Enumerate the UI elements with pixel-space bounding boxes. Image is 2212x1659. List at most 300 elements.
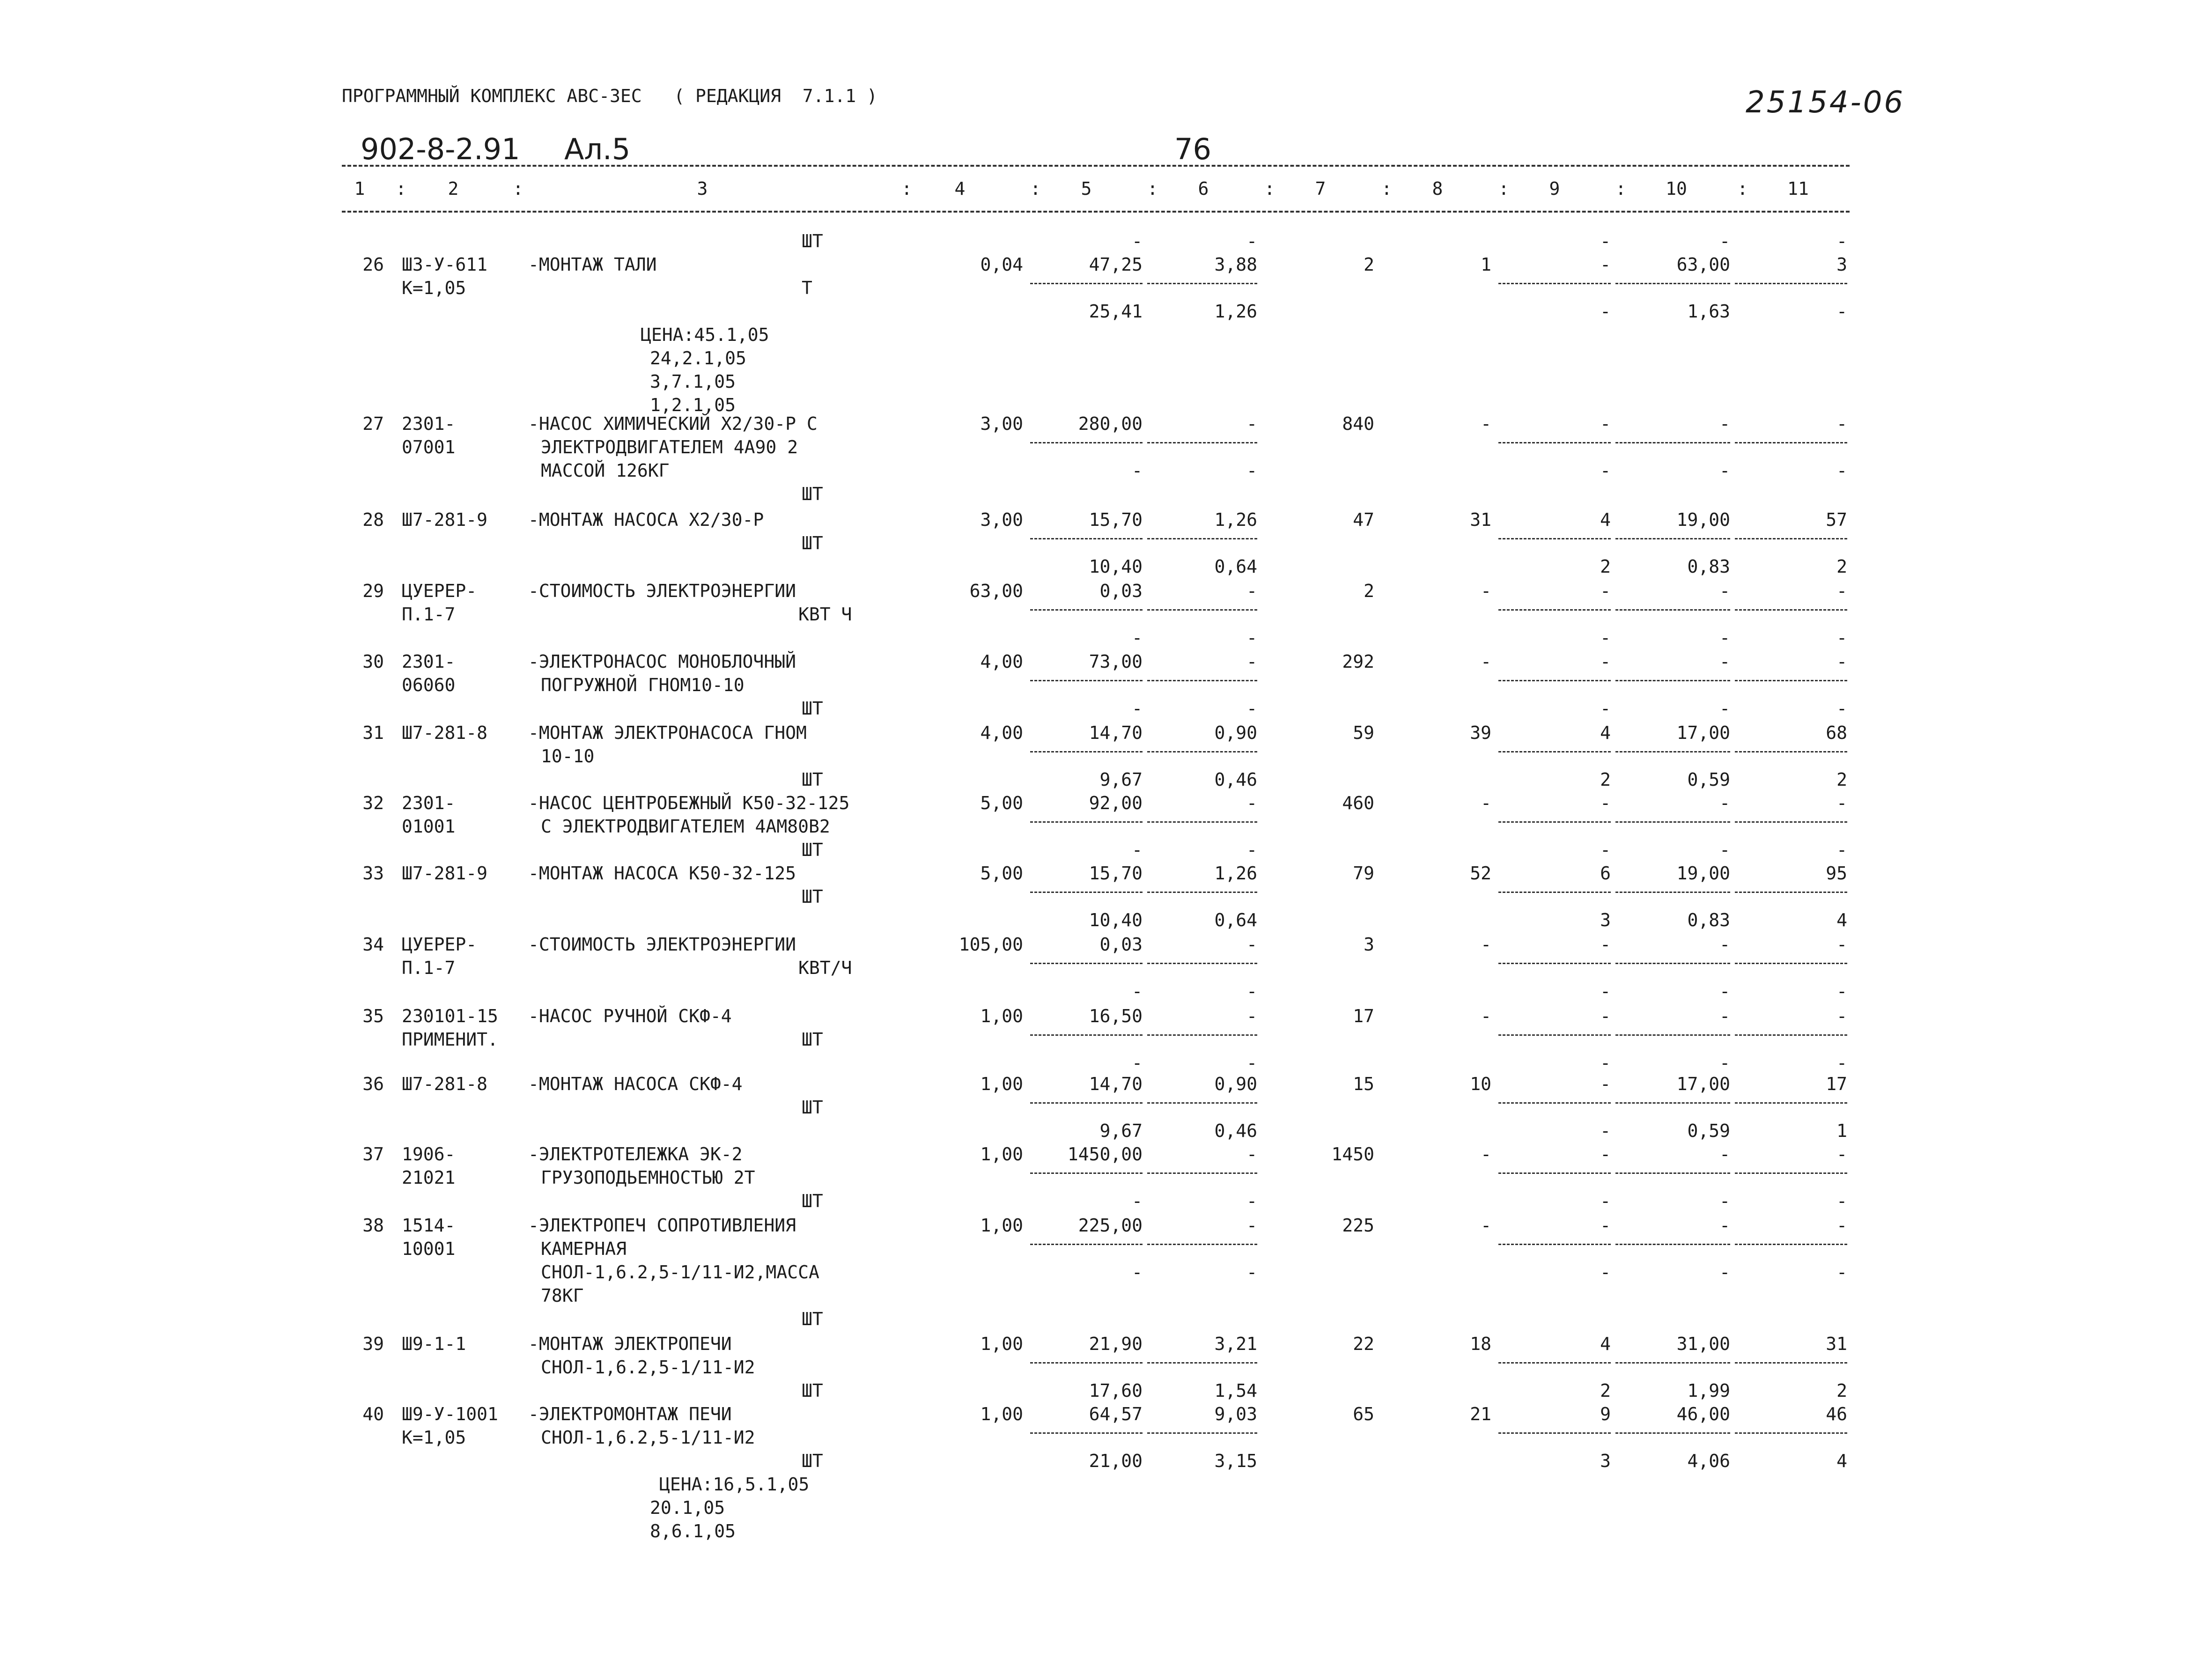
value-separator [1498, 538, 1611, 539]
column-number: 8 [1432, 178, 1443, 199]
value-separator [1615, 1244, 1730, 1245]
unit-label: ШТ [802, 533, 823, 553]
sub-value-b11: - [1836, 840, 1847, 860]
sub-value-b9: - [1600, 301, 1611, 322]
column-separator: : [1615, 178, 1626, 199]
sub-value-b10: - [1719, 460, 1730, 481]
value-c7: 225 [1342, 1215, 1374, 1236]
value-separator [1735, 442, 1847, 443]
value-c10: - [1719, 1006, 1730, 1026]
value-c9: - [1600, 934, 1611, 955]
item-code: К=1,05 [402, 1427, 466, 1448]
price-note: 1,2.1,05 [650, 395, 736, 415]
column-separator: : [396, 178, 406, 199]
sub-value-b9: - [1600, 460, 1611, 481]
sub-value-b11: - [1836, 1053, 1847, 1073]
value-c5: 0,03 [1099, 934, 1143, 955]
value-separator [1615, 1102, 1730, 1104]
unit-label: ШТ [802, 1191, 823, 1211]
value-separator [1030, 609, 1143, 611]
value-separator [1615, 821, 1730, 823]
top-value: - [1600, 231, 1611, 251]
value-c4: 3,00 [980, 509, 1023, 530]
sub-value-b11: 4 [1836, 910, 1847, 930]
value-c6: 1,26 [1214, 509, 1257, 530]
item-description: -СТОИМОСТЬ ЭЛЕКТРОЭНЕРГИИ [528, 581, 796, 601]
item-description: -МОНТАЖ НАСОСА СКФ-4 [528, 1074, 743, 1094]
price-note: ЦЕНА:16,5.1,05 [659, 1474, 810, 1495]
row-number: 29 [362, 581, 384, 601]
value-separator [1147, 1102, 1257, 1104]
value-c10: 63,00 [1676, 254, 1730, 275]
value-c5: 0,03 [1099, 581, 1143, 601]
price-note: 24,2.1,05 [650, 348, 746, 369]
value-separator [1735, 283, 1847, 284]
item-code: ПРИМЕНИТ. [402, 1029, 498, 1050]
unit-label: ШТ [802, 1029, 823, 1050]
value-c11: - [1836, 793, 1847, 813]
column-number: 5 [1081, 178, 1092, 199]
value-separator [1615, 751, 1730, 752]
item-code: 21021 [402, 1167, 456, 1188]
value-c5: 14,70 [1089, 723, 1143, 743]
value-c10: 31,00 [1676, 1334, 1730, 1354]
column-number: 4 [954, 178, 966, 199]
value-separator [1030, 1362, 1143, 1364]
value-separator [1147, 821, 1257, 823]
value-separator [1615, 609, 1730, 611]
value-c6: - [1246, 1006, 1257, 1026]
item-code: 01001 [402, 816, 456, 837]
sub-value-b5: - [1132, 1053, 1143, 1073]
top-value: - [1246, 231, 1257, 251]
column-separator: : [513, 178, 524, 199]
item-description: -ЭЛЕКТРОНАСОС МОНОБЛОЧНЫЙ [528, 651, 796, 672]
value-c9: - [1600, 581, 1611, 601]
value-c5: 73,00 [1089, 651, 1143, 672]
value-separator [1030, 1172, 1143, 1174]
item-description: -ЭЛЕКТРОТЕЛЕЖКА ЭК-2 [528, 1144, 743, 1165]
value-c4: 1,00 [980, 1215, 1023, 1236]
sub-value-b5: 21,00 [1089, 1451, 1143, 1471]
item-code: Ш7-281-9 [402, 509, 488, 530]
unit-label: ШТ [802, 1451, 823, 1471]
sub-value-b5: - [1132, 698, 1143, 719]
sub-value-b11: 2 [1836, 769, 1847, 790]
value-c5: 14,70 [1089, 1074, 1143, 1094]
value-c9: - [1600, 1006, 1611, 1026]
sub-value-b6: - [1246, 840, 1257, 860]
value-separator [1030, 283, 1143, 284]
sub-value-b9: - [1600, 1121, 1611, 1141]
sub-value-b11: 2 [1836, 556, 1847, 577]
value-c10: 17,00 [1676, 723, 1730, 743]
value-separator [1615, 1172, 1730, 1174]
value-separator [1498, 1034, 1611, 1036]
sub-value-b5: - [1132, 627, 1143, 648]
item-code: Ш9-У-1001 [402, 1404, 498, 1424]
value-separator [1147, 1172, 1257, 1174]
item-description: СНОЛ-1,6.2,5-1/11-И2,МАССА [541, 1262, 819, 1283]
value-separator [1735, 1172, 1847, 1174]
value-separator [1735, 821, 1847, 823]
value-separator [1498, 1172, 1611, 1174]
value-separator [1147, 538, 1257, 539]
value-c9: - [1600, 651, 1611, 672]
value-separator [1498, 1102, 1611, 1104]
sub-value-b9: - [1600, 1053, 1611, 1073]
item-code: 10001 [402, 1239, 456, 1259]
value-c8: 10 [1470, 1074, 1491, 1094]
item-description: МАССОЙ 126КГ [541, 460, 670, 481]
sub-value-b5: 10,40 [1089, 910, 1143, 930]
value-c5: 21,90 [1089, 1334, 1143, 1354]
value-c10: - [1719, 413, 1730, 434]
value-c4: 5,00 [980, 863, 1023, 884]
value-separator [1735, 680, 1847, 681]
value-separator [1615, 892, 1730, 893]
value-separator [1147, 609, 1257, 611]
item-code: П.1-7 [402, 958, 456, 978]
sub-value-b11: - [1836, 981, 1847, 1002]
sub-value-b11: 4 [1836, 1451, 1847, 1471]
row-number: 32 [362, 793, 384, 813]
value-separator [1030, 680, 1143, 681]
value-c7: 2 [1364, 581, 1374, 601]
value-separator [1147, 751, 1257, 752]
value-c6: - [1246, 413, 1257, 434]
row-number: 38 [362, 1215, 384, 1236]
price-note: 3,7.1,05 [650, 371, 736, 392]
unit-label: Т [802, 278, 812, 298]
value-separator [1147, 1034, 1257, 1036]
price-note: 20.1,05 [650, 1497, 725, 1518]
value-separator [1030, 751, 1143, 752]
column-number: 3 [697, 178, 708, 199]
value-separator [1735, 1244, 1847, 1245]
sub-value-b6: - [1246, 698, 1257, 719]
value-c6: 0,90 [1214, 1074, 1257, 1094]
item-code: 2301- [402, 651, 456, 672]
sub-value-b11: 1 [1836, 1121, 1847, 1141]
value-c5: 47,25 [1089, 254, 1143, 275]
value-c8: 52 [1470, 863, 1491, 884]
value-separator [1615, 442, 1730, 443]
value-c7: 840 [1342, 413, 1374, 434]
sub-value-b10: - [1719, 840, 1730, 860]
value-c6: 3,21 [1214, 1334, 1257, 1354]
value-separator [1498, 821, 1611, 823]
value-separator [1615, 963, 1730, 964]
value-c8: - [1481, 934, 1491, 955]
value-separator [1498, 283, 1611, 284]
sub-value-b6: 1,54 [1214, 1380, 1257, 1401]
sub-value-b10: 4,06 [1687, 1451, 1730, 1471]
sub-value-b9: - [1600, 698, 1611, 719]
value-c8: 39 [1470, 723, 1491, 743]
value-c5: 64,57 [1089, 1404, 1143, 1424]
value-c4: 3,00 [980, 413, 1023, 434]
row-number: 31 [362, 723, 384, 743]
value-c6: - [1246, 1215, 1257, 1236]
value-separator [1030, 1244, 1143, 1245]
sub-value-b9: 3 [1600, 910, 1611, 930]
column-number: 2 [448, 178, 459, 199]
value-c10: - [1719, 793, 1730, 813]
value-c6: - [1246, 651, 1257, 672]
value-c11: - [1836, 651, 1847, 672]
value-c6: - [1246, 793, 1257, 813]
value-c8: - [1481, 1006, 1491, 1026]
sub-value-b5: 10,40 [1089, 556, 1143, 577]
sub-value-b11: - [1836, 1191, 1847, 1211]
value-separator [1735, 609, 1847, 611]
value-c6: - [1246, 1144, 1257, 1165]
unit-label: ШТ [802, 840, 823, 860]
column-separator: : [1737, 178, 1748, 199]
value-separator [1735, 751, 1847, 752]
document-code: 902-8-2.91 [361, 132, 520, 166]
value-c5: 15,70 [1089, 863, 1143, 884]
sub-value-b9: 3 [1600, 1451, 1611, 1471]
value-c11: - [1836, 1006, 1847, 1026]
row-number: 40 [362, 1404, 384, 1424]
value-c11: 95 [1826, 863, 1847, 884]
value-c10: 19,00 [1676, 863, 1730, 884]
value-c7: 3 [1364, 934, 1374, 955]
sub-value-b6: 0,46 [1214, 769, 1257, 790]
item-code: ЦУЕРЕР- [402, 934, 477, 955]
value-separator [1615, 1432, 1730, 1434]
value-separator [1498, 892, 1611, 893]
page-number: 76 [1174, 132, 1211, 166]
column-number: 11 [1787, 178, 1809, 199]
sub-value-b6: - [1246, 1191, 1257, 1211]
column-number: 6 [1198, 178, 1209, 199]
value-c9: 4 [1600, 723, 1611, 743]
sub-value-b10: - [1719, 1053, 1730, 1073]
sub-value-b11: - [1836, 460, 1847, 481]
sub-value-b9: 2 [1600, 769, 1611, 790]
value-c5: 225,00 [1078, 1215, 1143, 1236]
item-code: Ш7-281-8 [402, 1074, 488, 1094]
unit-label: КВТ/Ч [798, 958, 852, 978]
value-c6: - [1246, 581, 1257, 601]
value-c11: 68 [1826, 723, 1847, 743]
value-separator [1735, 1432, 1847, 1434]
value-separator [1147, 442, 1257, 443]
sub-value-b6: - [1246, 1262, 1257, 1283]
sub-value-b5: 9,67 [1099, 1121, 1143, 1141]
sub-value-b6: 0,64 [1214, 556, 1257, 577]
item-code: Ш7-281-8 [402, 723, 488, 743]
value-c9: 4 [1600, 509, 1611, 530]
sub-value-b9: - [1600, 627, 1611, 648]
column-separator: : [1030, 178, 1041, 199]
value-separator [1498, 963, 1611, 964]
item-code: Ш9-1-1 [402, 1334, 466, 1354]
value-c4: 1,00 [980, 1144, 1023, 1165]
value-separator [1615, 1362, 1730, 1364]
item-description: -МОНТАЖ ТАЛИ [528, 254, 657, 275]
row-number: 34 [362, 934, 384, 955]
value-separator [1498, 680, 1611, 681]
value-separator [1147, 1362, 1257, 1364]
value-separator [1147, 283, 1257, 284]
value-c7: 22 [1353, 1334, 1374, 1354]
sub-value-b6: 0,64 [1214, 910, 1257, 930]
sub-value-b5: - [1132, 460, 1143, 481]
value-separator [1498, 1362, 1611, 1364]
value-c10: 19,00 [1676, 509, 1730, 530]
row-number: 35 [362, 1006, 384, 1026]
value-separator [1615, 1034, 1730, 1036]
row-number: 27 [362, 413, 384, 434]
value-c8: - [1481, 793, 1491, 813]
row-number: 36 [362, 1074, 384, 1094]
value-c7: 1450 [1331, 1144, 1374, 1165]
item-code: Ш3-У-611 [402, 254, 488, 275]
value-separator [1615, 680, 1730, 681]
value-separator [1030, 892, 1143, 893]
value-separator [1147, 892, 1257, 893]
sub-value-b6: 0,46 [1214, 1121, 1257, 1141]
item-code: Ш7-281-9 [402, 863, 488, 884]
value-c11: - [1836, 1215, 1847, 1236]
value-c11: 17 [1826, 1074, 1847, 1094]
sub-value-b9: - [1600, 840, 1611, 860]
sub-value-b10: - [1719, 1262, 1730, 1283]
value-c9: - [1600, 254, 1611, 275]
column-separator: : [1147, 178, 1158, 199]
value-c8: 31 [1470, 509, 1491, 530]
item-description: С ЭЛЕКТРОДВИГАТЕЛЕМ 4АМ80В2 [541, 816, 830, 837]
item-code: 2301- [402, 793, 456, 813]
value-separator [1030, 1034, 1143, 1036]
item-code: 06060 [402, 675, 456, 695]
item-description: ЭЛЕКТРОДВИГАТЕЛЕМ 4А90 2 [541, 437, 798, 457]
item-description: -МОНТАЖ ЭЛЕКТРОПЕЧИ [528, 1334, 732, 1354]
value-separator [1030, 538, 1143, 539]
unit-label: ШТ [802, 1380, 823, 1401]
value-separator [1735, 963, 1847, 964]
value-c7: 65 [1353, 1404, 1374, 1424]
value-separator [1030, 821, 1143, 823]
value-c4: 0,04 [980, 254, 1023, 275]
value-c5: 92,00 [1089, 793, 1143, 813]
item-code: 1906- [402, 1144, 456, 1165]
value-c11: - [1836, 1144, 1847, 1165]
document-number: 25154-06 [1746, 85, 1905, 120]
row-number: 33 [362, 863, 384, 884]
value-c5: 16,50 [1089, 1006, 1143, 1026]
value-separator [1735, 892, 1847, 893]
column-number: 9 [1549, 178, 1560, 199]
item-description: -МОНТАЖ НАСОСА Х2/30-Р [528, 509, 764, 530]
value-separator [1498, 442, 1611, 443]
column-separator: : [1498, 178, 1509, 199]
sub-value-b9: - [1600, 1262, 1611, 1283]
value-separator [1615, 283, 1730, 284]
value-c10: - [1719, 581, 1730, 601]
value-c11: 57 [1826, 509, 1847, 530]
column-separator: : [1264, 178, 1275, 199]
value-c6: - [1246, 934, 1257, 955]
sub-value-b5: 9,67 [1099, 769, 1143, 790]
value-c6: 9,03 [1214, 1404, 1257, 1424]
value-c7: 47 [1353, 509, 1374, 530]
value-separator [1030, 963, 1143, 964]
value-c4: 4,00 [980, 723, 1023, 743]
item-description: -ЭЛЕКТРОПЕЧ СОПРОТИВЛЕНИЯ [528, 1215, 796, 1236]
value-separator [1735, 1034, 1847, 1036]
value-separator [1498, 1432, 1611, 1434]
sub-value-b11: - [1836, 301, 1847, 322]
value-c7: 2 [1364, 254, 1374, 275]
column-number: 7 [1315, 178, 1326, 199]
item-code: К=1,05 [402, 278, 466, 298]
unit-label: ШТ [802, 886, 823, 907]
value-c11: - [1836, 934, 1847, 955]
value-c9: - [1600, 1215, 1611, 1236]
sub-value-b6: - [1246, 1053, 1257, 1073]
row-number: 37 [362, 1144, 384, 1165]
top-value: - [1132, 231, 1143, 251]
sub-value-b5: - [1132, 1191, 1143, 1211]
item-description: 10-10 [541, 746, 595, 767]
value-c4: 63,00 [969, 581, 1023, 601]
value-separator [1030, 1102, 1143, 1104]
sub-value-b6: - [1246, 627, 1257, 648]
value-c4: 1,00 [980, 1006, 1023, 1026]
sub-value-b11: - [1836, 627, 1847, 648]
value-c7: 292 [1342, 651, 1374, 672]
unit-label: ШТ [802, 698, 823, 719]
value-c8: 1 [1481, 254, 1491, 275]
value-c10: 46,00 [1676, 1404, 1730, 1424]
value-c4: 5,00 [980, 793, 1023, 813]
sub-value-b10: 1,99 [1687, 1380, 1730, 1401]
value-separator [1147, 680, 1257, 681]
value-c7: 460 [1342, 793, 1374, 813]
sub-value-b5: 17,60 [1089, 1380, 1143, 1401]
item-description: СНОЛ-1,6.2,5-1/11-И2 [541, 1427, 755, 1448]
value-c8: - [1481, 413, 1491, 434]
item-code: П.1-7 [402, 604, 456, 625]
value-separator [1030, 1432, 1143, 1434]
item-description: КАМЕРНАЯ [541, 1239, 627, 1259]
value-c10: - [1719, 934, 1730, 955]
top-value: - [1719, 231, 1730, 251]
value-c9: - [1600, 1074, 1611, 1094]
sub-value-b10: 0,83 [1687, 910, 1730, 930]
sub-value-b11: 2 [1836, 1380, 1847, 1401]
sub-value-b9: 2 [1600, 556, 1611, 577]
value-separator [1735, 538, 1847, 539]
sub-value-b10: 1,63 [1687, 301, 1730, 322]
item-description: ПОГРУЖНОЙ ГНОМ10-10 [541, 675, 745, 695]
column-number: 1 [354, 178, 365, 199]
value-separator [1498, 751, 1611, 752]
value-separator [1615, 538, 1730, 539]
row-number: 26 [362, 254, 384, 275]
item-description: -НАСОС ХИМИЧЕСКИЙ Х2/30-Р С [528, 413, 818, 434]
sub-value-b9: - [1600, 1191, 1611, 1211]
column-number: 10 [1666, 178, 1687, 199]
value-c7: 79 [1353, 863, 1374, 884]
value-separator [1735, 1362, 1847, 1364]
item-code: 230101-15 [402, 1006, 498, 1026]
